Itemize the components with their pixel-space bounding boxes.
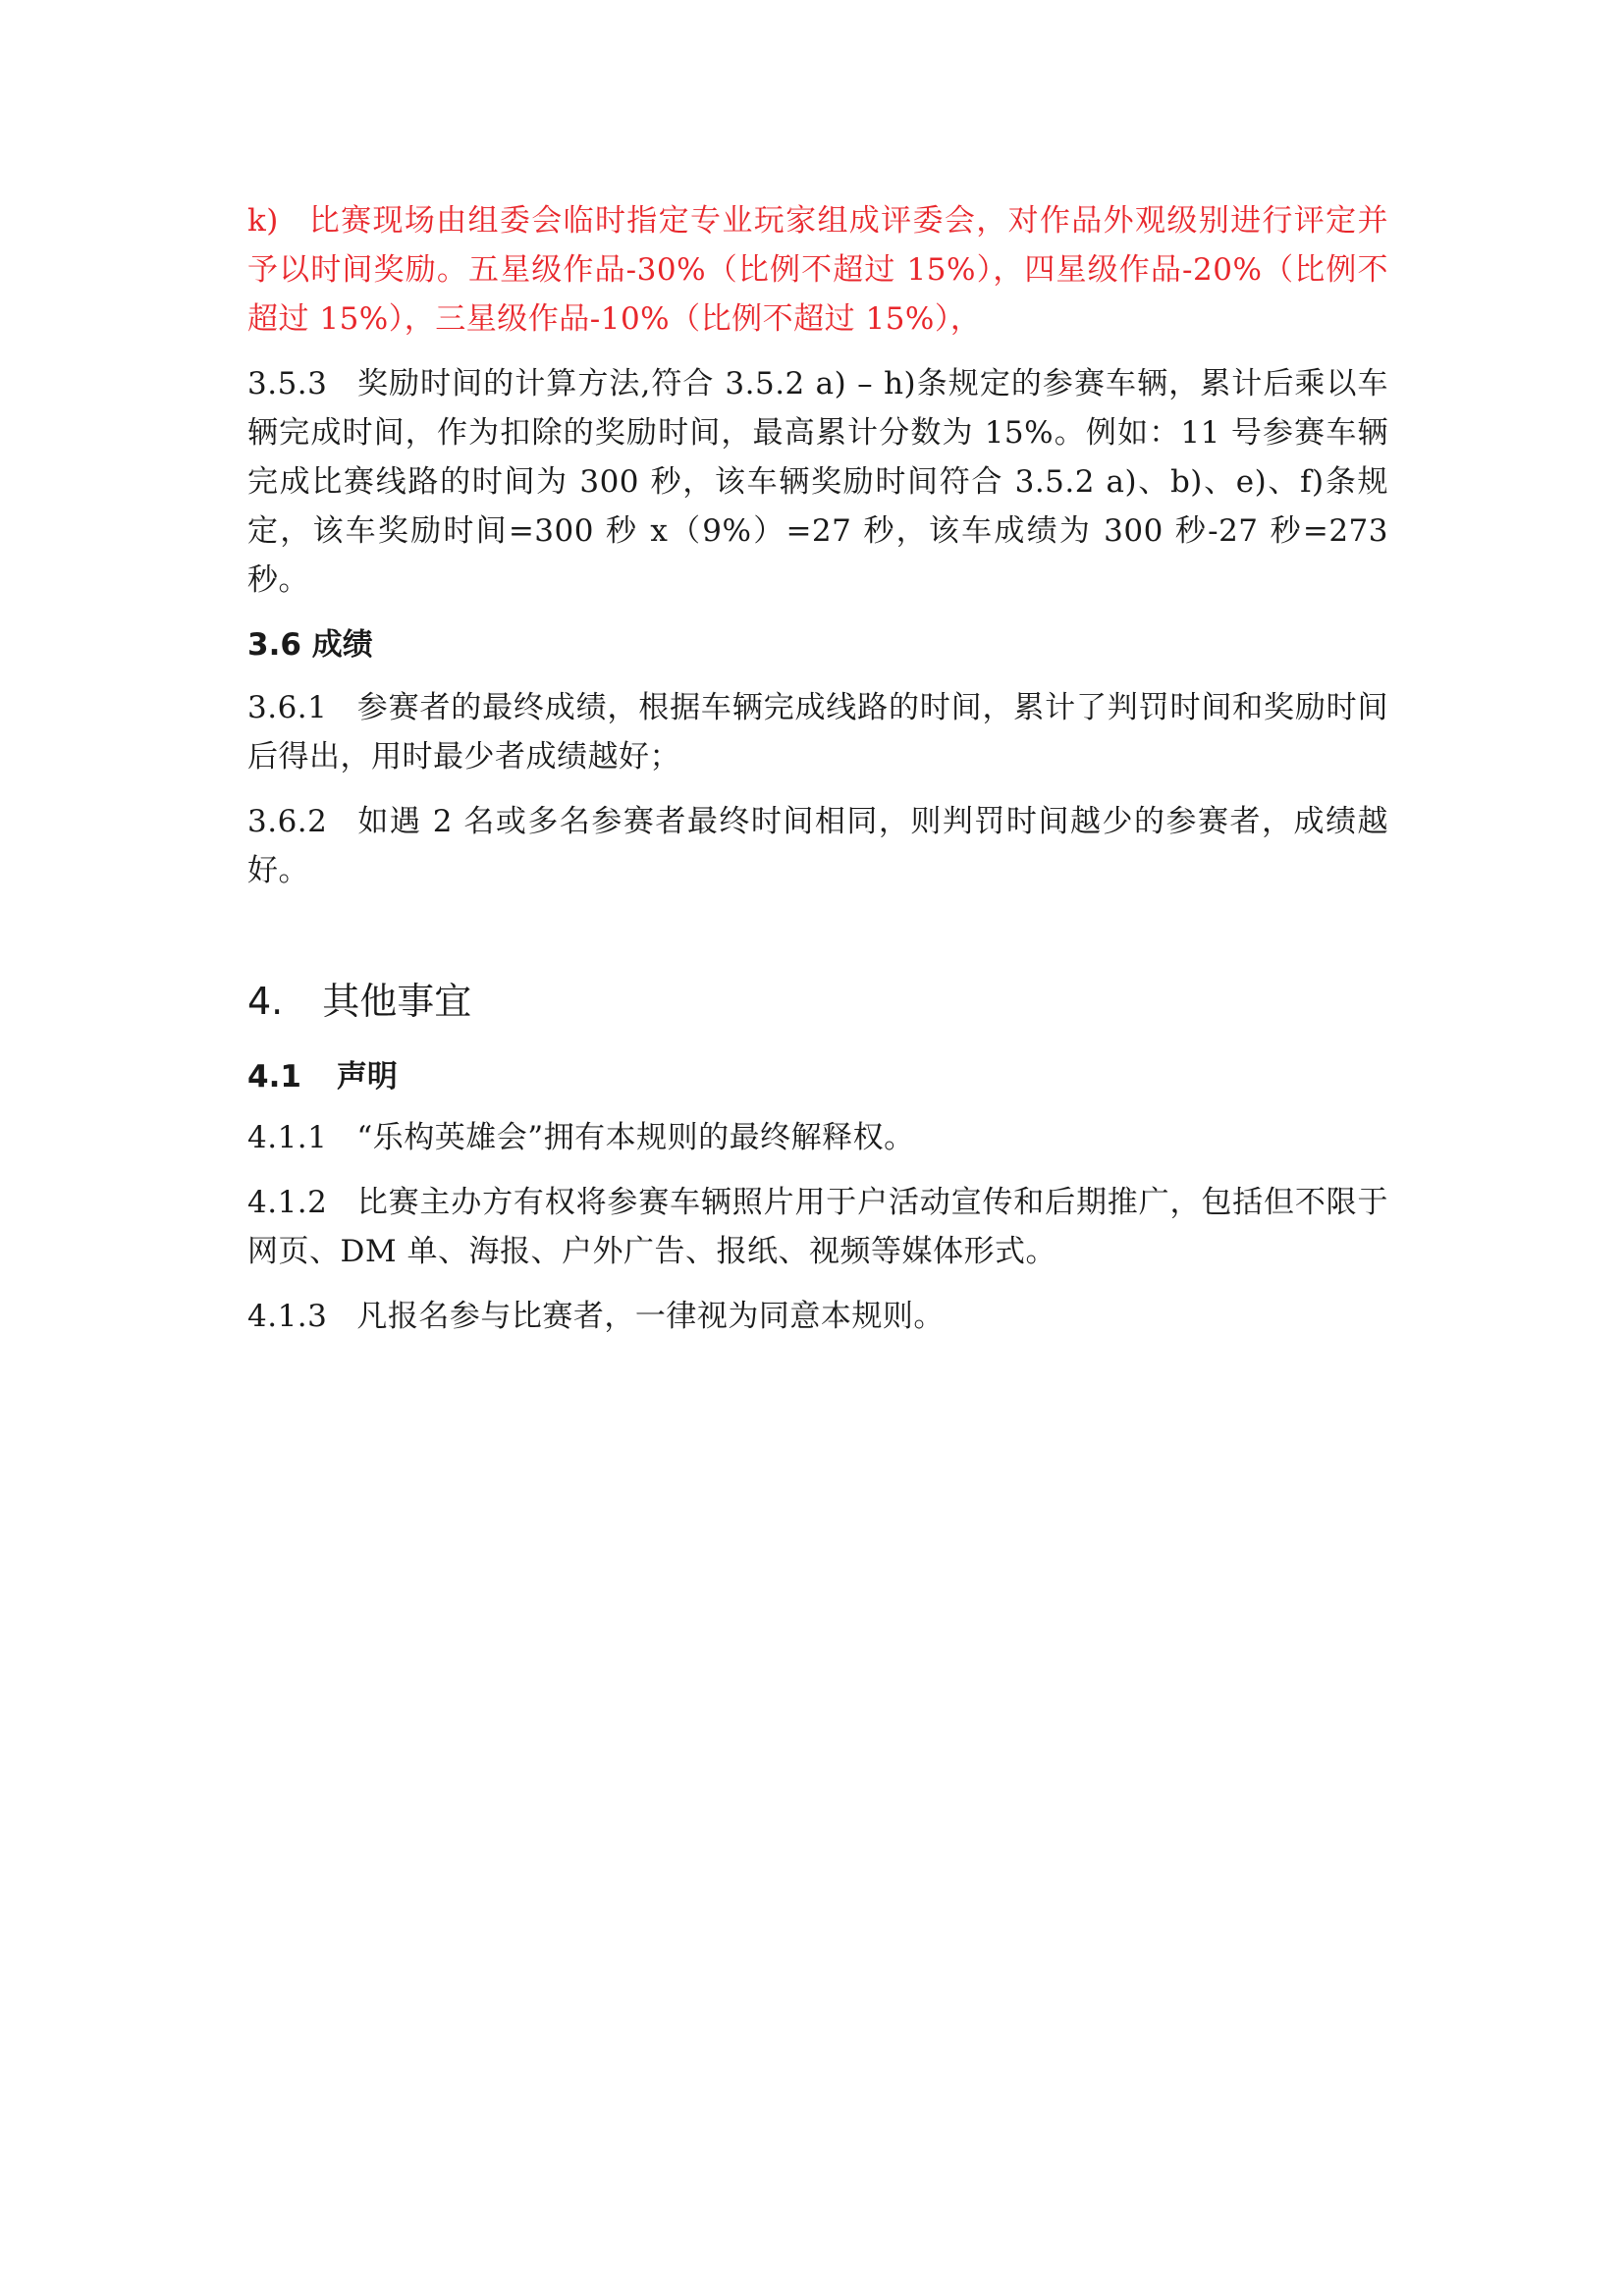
clause-3-6-2	[247, 797, 1388, 895]
clause-4-1-3-text: 凡报名参与比赛者，一律视为同意本规则。	[356, 1299, 945, 1334]
clause-4-1-2	[247, 1178, 1388, 1276]
section-4-1-title: 声明	[336, 1059, 398, 1095]
section-3-6-title: 成绩	[311, 627, 373, 663]
clause-3-6-1-number: 3.6.1	[247, 690, 328, 725]
clause-4-1-3-number: 4.1.3	[247, 1299, 328, 1334]
clause-4-1-1-number: 4.1.1	[247, 1120, 328, 1155]
section-4-number: 4.	[247, 980, 284, 1023]
clause-3-5-3-text: 奖励时间的计算方法,符合 3.5.2 a) – h)条规定的参赛车辆，累计后乘以车辆完成时间，作为扣除的奖励时间，最高累计分数为 15%。例如：11 号参赛车辆完成比赛线路的时间为 300 秒，该车辆奖励时间符合 3.5.2 a)、b)、e)、f)条规定，该车奖励时间=300 秒 x（9%）=27 秒，该车成绩为 300 秒-27 秒=273 秒。	[247, 366, 1388, 598]
section-4-title: 其他事宜	[322, 980, 472, 1023]
section-4-heading	[247, 974, 1388, 1029]
clause-3-5-3	[247, 359, 1388, 605]
clause-k-number: k)	[247, 203, 279, 239]
clause-3-6-2-number: 3.6.2	[247, 804, 328, 839]
clause-4-1-3	[247, 1292, 1388, 1341]
clause-k	[247, 196, 1388, 344]
section-3-6-heading	[247, 620, 1388, 669]
clause-4-1-2-number: 4.1.2	[247, 1185, 328, 1220]
section-4-1-number: 4.1	[247, 1059, 301, 1095]
clause-3-6-2-text: 如遇 2 名或多名参赛者最终时间相同，则判罚时间越少的参赛者，成绩越好。	[247, 804, 1388, 888]
clause-k-text: 比赛现场由组委会临时指定专业玩家组成评委会，对作品外观级别进行评定并予以时间奖励。五星级作品-30%（比例不超过 15%），四星级作品-20%（比例不超过 15%），三星级作品-10%（比例不超过 15%），	[247, 203, 1388, 337]
section-3-6-number: 3.6	[247, 627, 301, 663]
document-page	[247, 196, 1388, 1357]
section-4-1-heading	[247, 1052, 1388, 1101]
clause-3-6-1-text: 参赛者的最终成绩，根据车辆完成线路的时间，累计了判罚时间和奖励时间后得出，用时最少者成绩越好；	[247, 690, 1388, 774]
clause-4-1-1-text: “乐构英雄会”拥有本规则的最终解释权。	[356, 1120, 915, 1155]
clause-4-1-2-text: 比赛主办方有权将参赛车辆照片用于户活动宣传和后期推广，包括但不限于网页、DM 单、海报、户外广告、报纸、视频等媒体形式。	[247, 1185, 1388, 1269]
clause-3-5-3-number: 3.5.3	[247, 366, 328, 401]
clause-4-1-1	[247, 1113, 1388, 1162]
clause-3-6-1	[247, 683, 1388, 781]
